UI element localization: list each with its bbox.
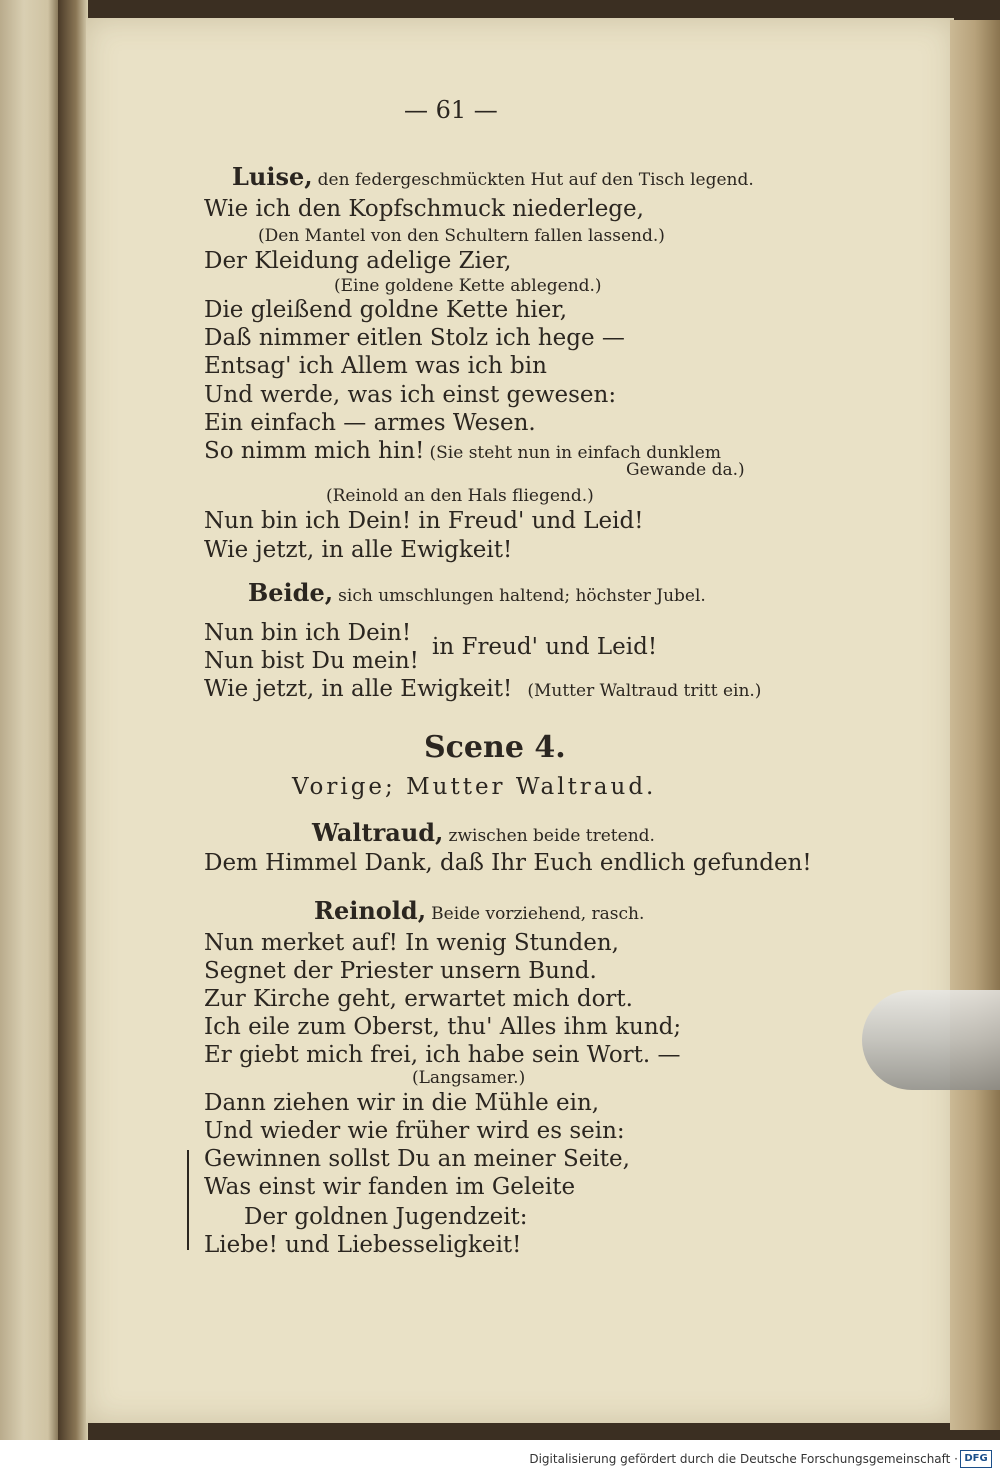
scene-heading: Scene 4. <box>424 730 566 765</box>
verse-line: Nun bin ich Dein! <box>204 620 412 646</box>
verse-with-direction <box>204 676 761 702</box>
verse-line: Die gleißend goldne Kette hier, <box>204 297 568 323</box>
stage-direction: sich umschlungen haltend; höchster Jubel. <box>338 586 706 606</box>
verse-line: Wie jetzt, in alle Ewigkeit! <box>204 537 513 563</box>
stage-direction: (Den Mantel von den Schultern fallen lassend.) <box>258 226 665 246</box>
verse-line: Was einst wir fanden im Geleite <box>204 1174 576 1200</box>
stage-direction: (Eine goldene Kette ablegend.) <box>334 276 602 296</box>
verse-line: Entsag' ich Allem was ich bin <box>204 353 547 379</box>
verse-line: Nun bin ich Dein! in Freud' und Leid! <box>204 508 644 534</box>
verse-bracket <box>187 1150 189 1250</box>
scene-persons: Vorige; Mutter Waltraud. <box>292 774 657 800</box>
left-page-edge <box>0 0 60 1440</box>
verse-line: Und werde, was ich einst gewesen: <box>204 382 617 408</box>
verse-line: Nun merket auf! In wenig Stunden, <box>204 930 619 956</box>
stage-direction: (Sie steht nun in einfach dunklem <box>429 443 721 463</box>
stage-direction: den federgeschmückten Hut auf den Tisch legend. <box>317 170 754 190</box>
stage-direction: zwischen beide tretend. <box>448 826 655 846</box>
verse-line: So nimm mich hin! <box>204 438 425 464</box>
right-page-edges <box>950 20 1000 1430</box>
page-number: — 61 — <box>404 96 498 124</box>
verse-line: Segnet der Priester unsern Bund. <box>204 958 597 984</box>
verse-line: Liebe! und Liebesseligkeit! <box>204 1232 522 1258</box>
verse-line: Dem Himmel Dank, daß Ihr Euch endlich gefunden! <box>204 850 812 876</box>
speaker-heading <box>248 578 706 607</box>
verse-line: Zur Kirche geht, erwartet mich dort. <box>204 986 633 1012</box>
speaker-heading <box>314 896 644 925</box>
verse-line: Nun bist Du mein! <box>204 648 419 674</box>
verse-line: Daß nimmer eitlen Stolz ich hege — <box>204 325 625 351</box>
speaker-heading <box>312 818 655 847</box>
verse-line: Wie ich den Kopfschmuck niederlege, <box>204 196 644 222</box>
stage-direction: Gewande da.) <box>626 460 745 480</box>
verse-line: Er giebt mich frei, ich habe sein Wort. — <box>204 1042 681 1068</box>
verse-line: in Freud' und Leid! <box>432 634 658 660</box>
stage-direction: (Reinold an den Hals fliegend.) <box>326 486 594 506</box>
verse-line: Gewinnen sollst Du an meiner Seite, <box>204 1146 630 1172</box>
verse-line: Der Kleidung adelige Zier, <box>204 248 512 274</box>
stage-direction: Beide vorziehend, rasch. <box>431 904 645 924</box>
speaker-name: Reinold, <box>314 896 427 925</box>
verse-line: Der goldnen Jugendzeit: <box>244 1204 528 1230</box>
dfg-logo: DFG <box>960 1450 992 1468</box>
speaker-name: Waltraud, <box>312 818 444 847</box>
stage-direction: (Mutter Waltraud tritt ein.) <box>527 681 762 701</box>
speaker-name: Luise, <box>232 162 313 191</box>
stage-direction: (Langsamer.) <box>412 1068 526 1088</box>
verse-line: Und wieder wie früher wird es sein: <box>204 1118 625 1144</box>
verse-line: Ich eile zum Oberst, thu' Alles ihm kund; <box>204 1014 682 1040</box>
speaker-name: Beide, <box>248 578 334 607</box>
funding-note: Digitalisierung gefördert durch die Deutsche Forschungsgemeinschaft · <box>529 1452 958 1466</box>
verse-line: Wie jetzt, in alle Ewigkeit! <box>204 676 513 702</box>
book-gutter <box>58 0 88 1440</box>
verse-line: Ein einfach — armes Wesen. <box>204 410 536 436</box>
speaker-heading <box>232 162 754 191</box>
page-clip <box>862 990 1000 1090</box>
verse-line: Dann ziehen wir in die Mühle ein, <box>204 1090 600 1116</box>
